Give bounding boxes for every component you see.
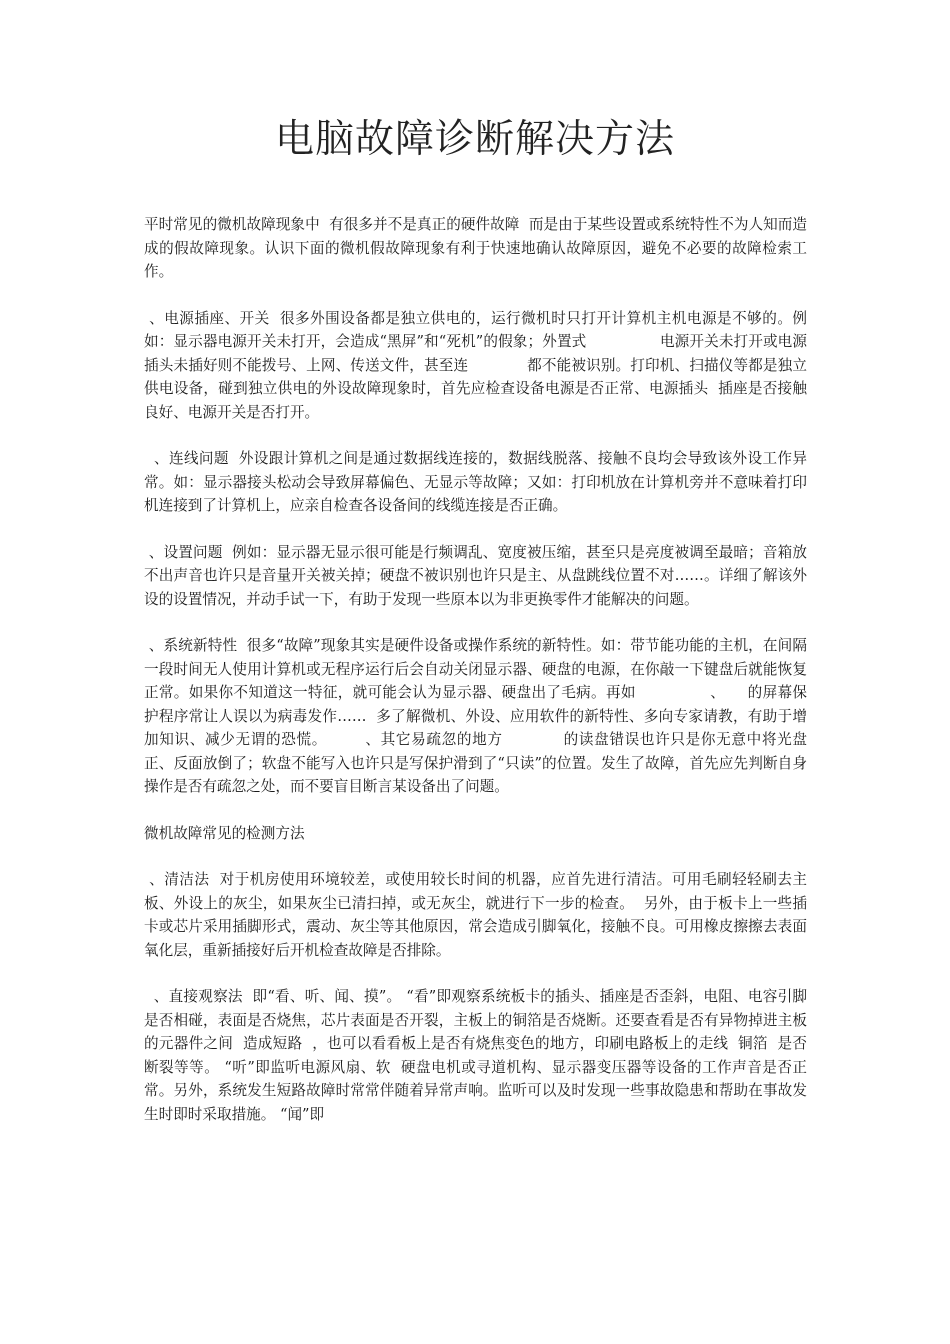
- document-body: [144, 213, 807, 1149]
- section-subheading: 微机故障常见的检测方法: [144, 824, 305, 842]
- section-cleaning-method: 、清洁法 对于机房使用环境较差，或使用较长时间的机器，应首先进行清洁。可用毛刷轻轻刷去主板、外设上的灰尘，如果灰尘已清扫掉，或无灰尘，就进行下一步的检查。 另外，由于板卡上一些插卡或芯片采用插脚形式，震动、灰尘等其他原因，常会造成引脚氧化，接触不良。可用橡皮擦擦去表面氧化层，重新插接好后开机检查故障是否排除。: [144, 871, 807, 959]
- intro-paragraph: 平时常见的微机故障现象中 有很多并不是真正的硬件故障 而是由于某些设置或系统特性不为人知而造成的假故障现象。认识下面的微机假故障现象有利于快速地确认故障原因，避免不必要的故障检索工作。: [144, 216, 807, 280]
- section-system-new-features: 、系统新特性 很多“故障”现象其实是硬件设备或操作系统的新特性。如：带节能功能的主机，在间隔一段时间无人使用计算机或无程序运行后会自动关闭显示器、硬盘的电源，在你敲一下键盘后就能恢复正常。如果你不知道这一特征，就可能会认为显示器、硬盘出了毛病。再如 、 的屏幕保护程序常让人误以为病毒发作…… 多了解微机、外设、应用软件的新特性、多向专家请教，有助于增加知识、减少无谓的恐慌。 、其它易疏忽的地方 的读盘错误也许只是你无意中将光盘正、反面放倒了；软盘不能写入也许只是写保护滑到了“只读”的位置。发生了故障，首先应先判断自身操作是否有疏忽之处，而不要盲目断言某设备出了问题。: [144, 637, 807, 795]
- document-title: 电脑故障诊断解决方法: [274, 117, 675, 162]
- section-power-socket-switch: 、电源插座、开关 很多外围设备都是独立供电的，运行微机时只打开计算机主机电源是不够的。例如：显示器电源开关未打开，会造成“黑屏”和“死机”的假象；外置式 电源开关未打开或电源插头未插好则不能拨号、上网、传送文件，甚至连 都不能被识别。打印机、扫描仪等都是独立供电设备，碰到独立供电的外设故障现象时，首先应检查设备电源是否正常、电源插头 插座是否接触良好、电源开关是否打开。: [144, 309, 807, 421]
- section-direct-observation: 、直接观察法 即“看、听、闻、摸”。 “看”即观察系统板卡的插头、插座是否歪斜，电阻、电容引脚是否相碰，表面是否烧焦，芯片表面是否开裂，主板上的铜箔是否烧断。还要查看是否有异物掉进主板的元器件之间 造成短路 ，也可以看看板上是否有烧焦变色的地方，印刷电路板上的走线 铜箔 是否断裂等等。 “听”即监听电源风扇、软 硬盘电机或寻道机构、显示器变压器等设备的工作声音是否正常。另外，系统发生短路故障时常常伴随着异常声响。监听可以及时发现一些事故隐患和帮助在事故发生时即时采取措施。 “闻”即: [144, 988, 808, 1123]
- section-settings-issues: 、设置问题 例如：显示器无显示很可能是行频调乱、宽度被压缩，甚至只是亮度被调至最暗；音箱放不出声音也许只是音量开关被关掉；硬盘不被识别也许只是主、从盘跳线位置不对……。详细了解该外设的设置情况，并动手试一下，有助于发现一些原本以为非更换零件才能解决的问题。: [144, 543, 807, 608]
- section-cable-issues: 、连线问题 外设跟计算机之间是通过数据线连接的，数据线脱落、接触不良均会导致该外设工作异常。如：显示器接头松动会导致屏幕偏色、无显示等故障；又如：打印机放在计算机旁并不意味着打印机连接到了计算机上，应亲自检查各设备间的线缆连接是否正确。: [144, 450, 807, 514]
